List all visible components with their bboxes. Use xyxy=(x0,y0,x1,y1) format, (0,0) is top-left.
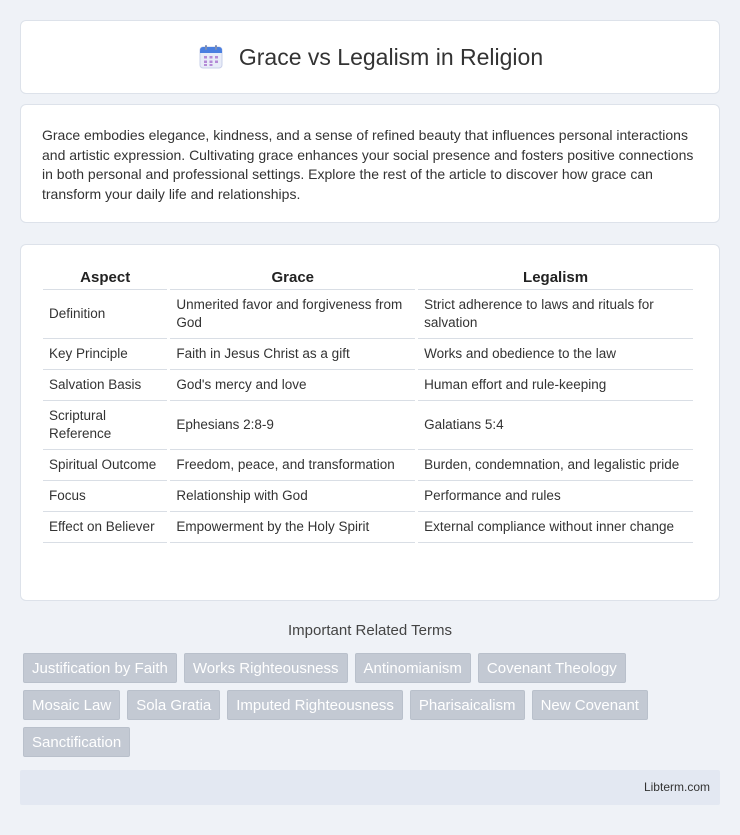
cell-aspect: Scriptural Reference xyxy=(43,400,167,449)
cell-grace: Ephesians 2:8-9 xyxy=(170,400,415,449)
calendar-icon xyxy=(197,43,225,71)
cell-legalism: Performance and rules xyxy=(418,480,693,511)
cell-legalism: Galatians 5:4 xyxy=(418,400,693,449)
cell-legalism: Strict adherence to laws and rituals for salvation xyxy=(418,289,693,338)
table-row xyxy=(43,511,693,543)
cell-legalism: Human effort and rule-keeping xyxy=(418,369,693,400)
title-wrap xyxy=(197,43,543,71)
header-aspect: Aspect xyxy=(80,269,131,286)
table-row xyxy=(43,480,693,511)
tag-justification-by-faith[interactable]: Justification by Faith xyxy=(23,653,177,683)
cell-grace: Faith in Jesus Christ as a gift xyxy=(170,338,415,369)
footer-site-link[interactable]: Libterm.com xyxy=(643,780,710,794)
table-row xyxy=(43,289,693,338)
tag-antinomianism[interactable]: Antinomianism xyxy=(355,653,471,683)
cell-aspect: Salvation Basis xyxy=(43,369,167,400)
cell-legalism: External compliance without inner change xyxy=(418,511,693,543)
cell-grace: God's mercy and love xyxy=(170,369,415,400)
cell-aspect: Key Principle xyxy=(43,338,167,369)
table-row xyxy=(43,369,693,400)
cell-aspect: Effect on Believer xyxy=(43,511,167,543)
header-legalism: Legalism xyxy=(523,269,589,286)
tag-sola-gratia[interactable]: Sola Gratia xyxy=(127,690,220,720)
intro-paragraph: Grace embodies elegance, kindness, and a sense of refined beauty that influences personal interactions and artistic expression. Cultivating grace enhances your social presence and fosters positive connections in both personal and professional settings. Explore the rest of the article to discover how grace can transform your daily life and relationships. xyxy=(42,127,694,202)
comparison-table xyxy=(40,267,696,543)
table-row xyxy=(43,338,693,369)
table-row xyxy=(43,449,693,480)
table-row xyxy=(43,400,693,449)
header-grace: Grace xyxy=(271,269,315,286)
comparison-card xyxy=(20,244,720,601)
cell-aspect: Focus xyxy=(43,480,167,511)
cell-aspect: Definition xyxy=(43,289,167,338)
table-header-row xyxy=(43,267,693,289)
cell-grace: Freedom, peace, and transformation xyxy=(170,449,415,480)
related-terms-title: Important Related Terms xyxy=(288,622,452,639)
tag-mosaic-law[interactable]: Mosaic Law xyxy=(23,690,120,720)
cell-grace: Relationship with God xyxy=(170,480,415,511)
tag-pharisaicalism[interactable]: Pharisaicalism xyxy=(410,690,525,720)
cell-grace: Unmerited favor and forgiveness from God xyxy=(170,289,415,338)
tag-sanctification[interactable]: Sanctification xyxy=(23,727,130,757)
cell-grace: Empowerment by the Holy Spirit xyxy=(170,511,415,543)
cell-aspect: Spiritual Outcome xyxy=(43,449,167,480)
cell-legalism: Burden, condemnation, and legalistic pride xyxy=(418,449,693,480)
cell-legalism: Works and obedience to the law xyxy=(418,338,693,369)
tag-imputed-righteousness[interactable]: Imputed Righteousness xyxy=(227,690,403,720)
tag-works-righteousness[interactable]: Works Righteousness xyxy=(184,653,348,683)
intro-card xyxy=(20,104,720,223)
related-terms-list xyxy=(23,653,723,757)
header-card xyxy=(20,20,720,94)
tag-new-covenant[interactable]: New Covenant xyxy=(532,690,648,720)
page-title: Grace vs Legalism in Religion xyxy=(238,43,544,70)
tag-covenant-theology[interactable]: Covenant Theology xyxy=(478,653,626,683)
footer xyxy=(20,770,720,805)
